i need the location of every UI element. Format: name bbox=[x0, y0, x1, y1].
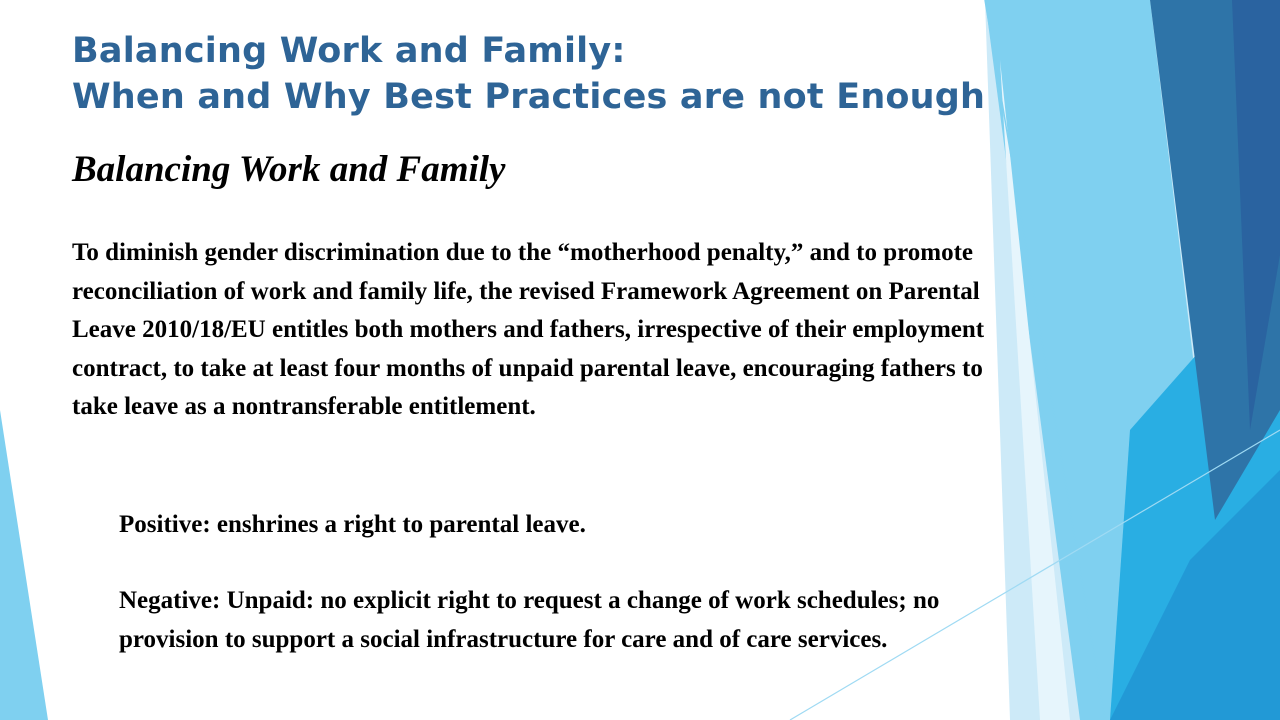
slide-subtitle: Balancing Work and Family bbox=[72, 149, 506, 190]
title-line-2: When and Why Best Practices are not Enough bbox=[72, 77, 986, 117]
title-line-1: Balancing Work and Family: bbox=[72, 31, 626, 71]
positive-point: Positive: enshrines a right to parental leave. bbox=[119, 511, 586, 538]
left-facet bbox=[0, 410, 48, 720]
negative-point: Negative: Unpaid: no explicit right to request a change of work schedules; no provision to support a social infrastructure for care and of care services. bbox=[119, 587, 940, 653]
slide-title bbox=[72, 28, 992, 120]
body-paragraph: To diminish gender discrimination due to the “motherhood penalty,” and to promote reconciliation of work and family life, the revised Framework Agreement on Parental Leave 2010/18/EU entitles both mothers and fathers, irrespective of their employment contract, to take at least four months of unpaid parental leave, encouraging fathers to take leave as a nontransferable entitlement. bbox=[72, 239, 985, 420]
